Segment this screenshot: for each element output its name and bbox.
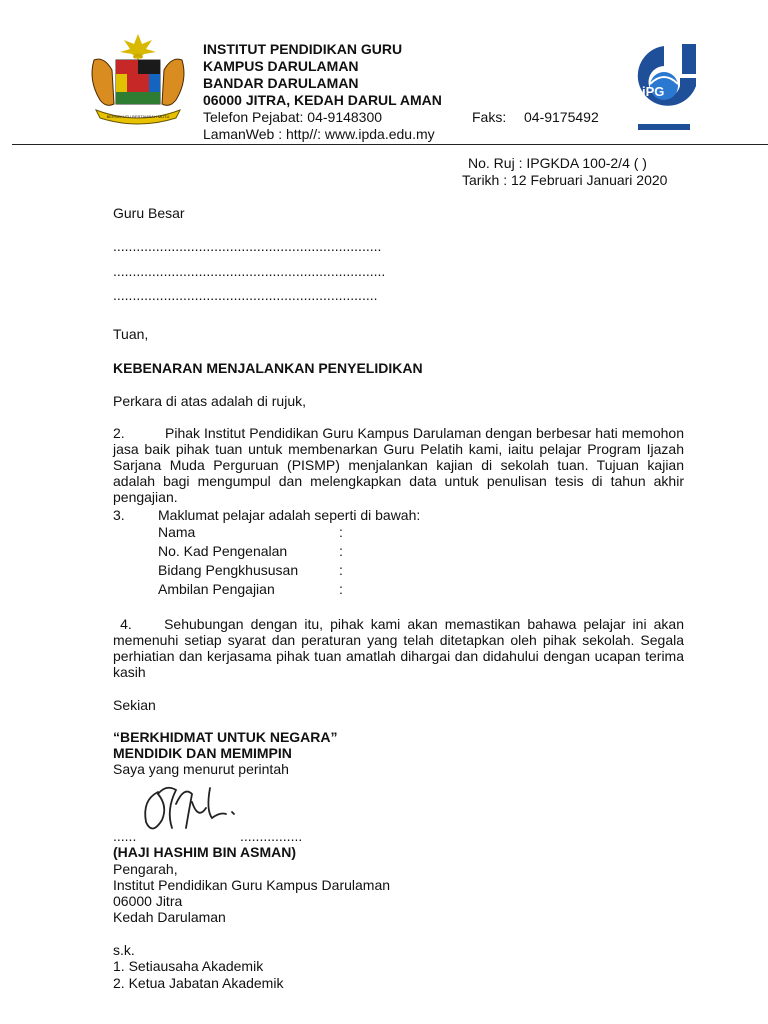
subject-heading: KEBENARAN MENJALANKAN PENYELIDIKAN [113, 360, 423, 376]
field-label: Ambilan Pengajian [158, 581, 275, 597]
paragraph-3-number: 3. [113, 507, 125, 523]
signatory-position: Pengarah, [113, 861, 178, 877]
paragraph-2-text: Pihak Institut Pendidikan Guru Kampus Darulaman dengan berbesar hati memohon jasa baik pihak tuan untuk membenarkan Guru Pelatih kami, iaitu pelajar Program Ijazah Sarjana Muda Perguruan (PISMP) menjalankan kajian di sekolah tuan. Tujuan kajian adalah bagi mengumpul dan melengkapkan data untuk penulisan tesis di tahun akhir pengajian. [113, 425, 684, 505]
paragraph-4 [113, 616, 684, 680]
signature-dots-left: ...... [113, 828, 137, 844]
field-nama [158, 523, 195, 541]
recipient-line-2: ...................................................................... [113, 263, 386, 279]
campus-name: KAMPUS DARULAMAN [203, 58, 359, 74]
paragraph-2 [113, 425, 684, 505]
signatory-postcode: 06000 Jitra [113, 893, 183, 909]
institute-name: INSTITUT PENDIDIKAN GURU [203, 41, 403, 57]
fax-label: Faks: [472, 109, 507, 125]
field-pengkhususan [158, 561, 298, 579]
field-colon: : [339, 543, 343, 559]
office-phone: Telefon Pejabat: 04-9148300 [203, 109, 383, 125]
header-rule [12, 144, 768, 145]
cc-label: s.k. [113, 942, 135, 958]
field-colon: : [339, 581, 343, 597]
cc-item: 1. Setiausaha Akademik [113, 958, 264, 974]
ipg-logo [628, 40, 700, 134]
field-colon: : [339, 562, 343, 578]
recipient-title: Guru Besar [113, 205, 185, 221]
malaysia-crest-logo [86, 30, 190, 126]
ipg-logo-text: iPG [642, 84, 665, 99]
closing-sekian: Sekian [113, 697, 156, 713]
letter-date: Tarikh : 12 Februari Januari 2020 [462, 172, 668, 188]
motto-line-2: MENDIDIK DAN MEMIMPIN [113, 745, 292, 761]
field-label: No. Kad Pengenalan [158, 543, 288, 559]
cc-item: 2. Ketua Jabatan Akademik [113, 975, 284, 991]
motto-line-1: “BERKHIDMAT UNTUK NEGARA” [113, 729, 338, 745]
field-ambilan [158, 580, 275, 598]
signatory-name: (HAJI HASHIM BIN ASMAN) [113, 844, 297, 860]
signatory-state: Kedah Darulaman [113, 909, 226, 925]
paragraph-2-number: 2. [113, 425, 125, 441]
field-colon: : [339, 524, 343, 540]
paragraph-4-text: Sehubungan dengan itu, pihak kami akan memastikan bahawa pelajar ini akan memenuhi setiap syarat dan peraturan yang telah ditetapkan oleh pihak sekolah. Segala perhiatian dan kerjasama pihak tuan amatlah dihargai dan didahului dengan ucapan terima kasih [113, 616, 685, 680]
field-label: Nama [158, 524, 196, 540]
signature-dots-right: ................ [240, 828, 303, 844]
signatory-organisation: Institut Pendidikan Guru Kampus Darulaman [113, 877, 391, 893]
city-name: BANDAR DARULAMAN [203, 75, 359, 91]
website: LamanWeb : http//: www.ipda.edu.my [203, 126, 435, 142]
reference-number: No. Ruj : IPGKDA 100-2/4 ( ) [468, 155, 647, 171]
recipient-line-3: .................................................................... [113, 287, 378, 303]
fax-number: 04-9175492 [524, 109, 599, 125]
salutation: Tuan, [113, 326, 149, 342]
closing-perintah: Saya yang menurut perintah [113, 761, 289, 777]
intro-line: Perkara di atas adalah di rujuk, [113, 393, 306, 409]
field-kad-pengenalan [158, 542, 287, 560]
signature-image [136, 780, 246, 838]
paragraph-3-text: Maklumat pelajar adalah seperti di bawah: [158, 507, 421, 523]
recipient-line-1: ..................................................................... [113, 238, 382, 254]
crest-motto: BERSEKUTU BERTAMBAH MUTU [106, 114, 170, 119]
address-postcode: 06000 JITRA, KEDAH DARUL AMAN [203, 92, 442, 108]
paragraph-4-number: 4. [120, 616, 132, 632]
field-label: Bidang Pengkhususan [158, 562, 299, 578]
